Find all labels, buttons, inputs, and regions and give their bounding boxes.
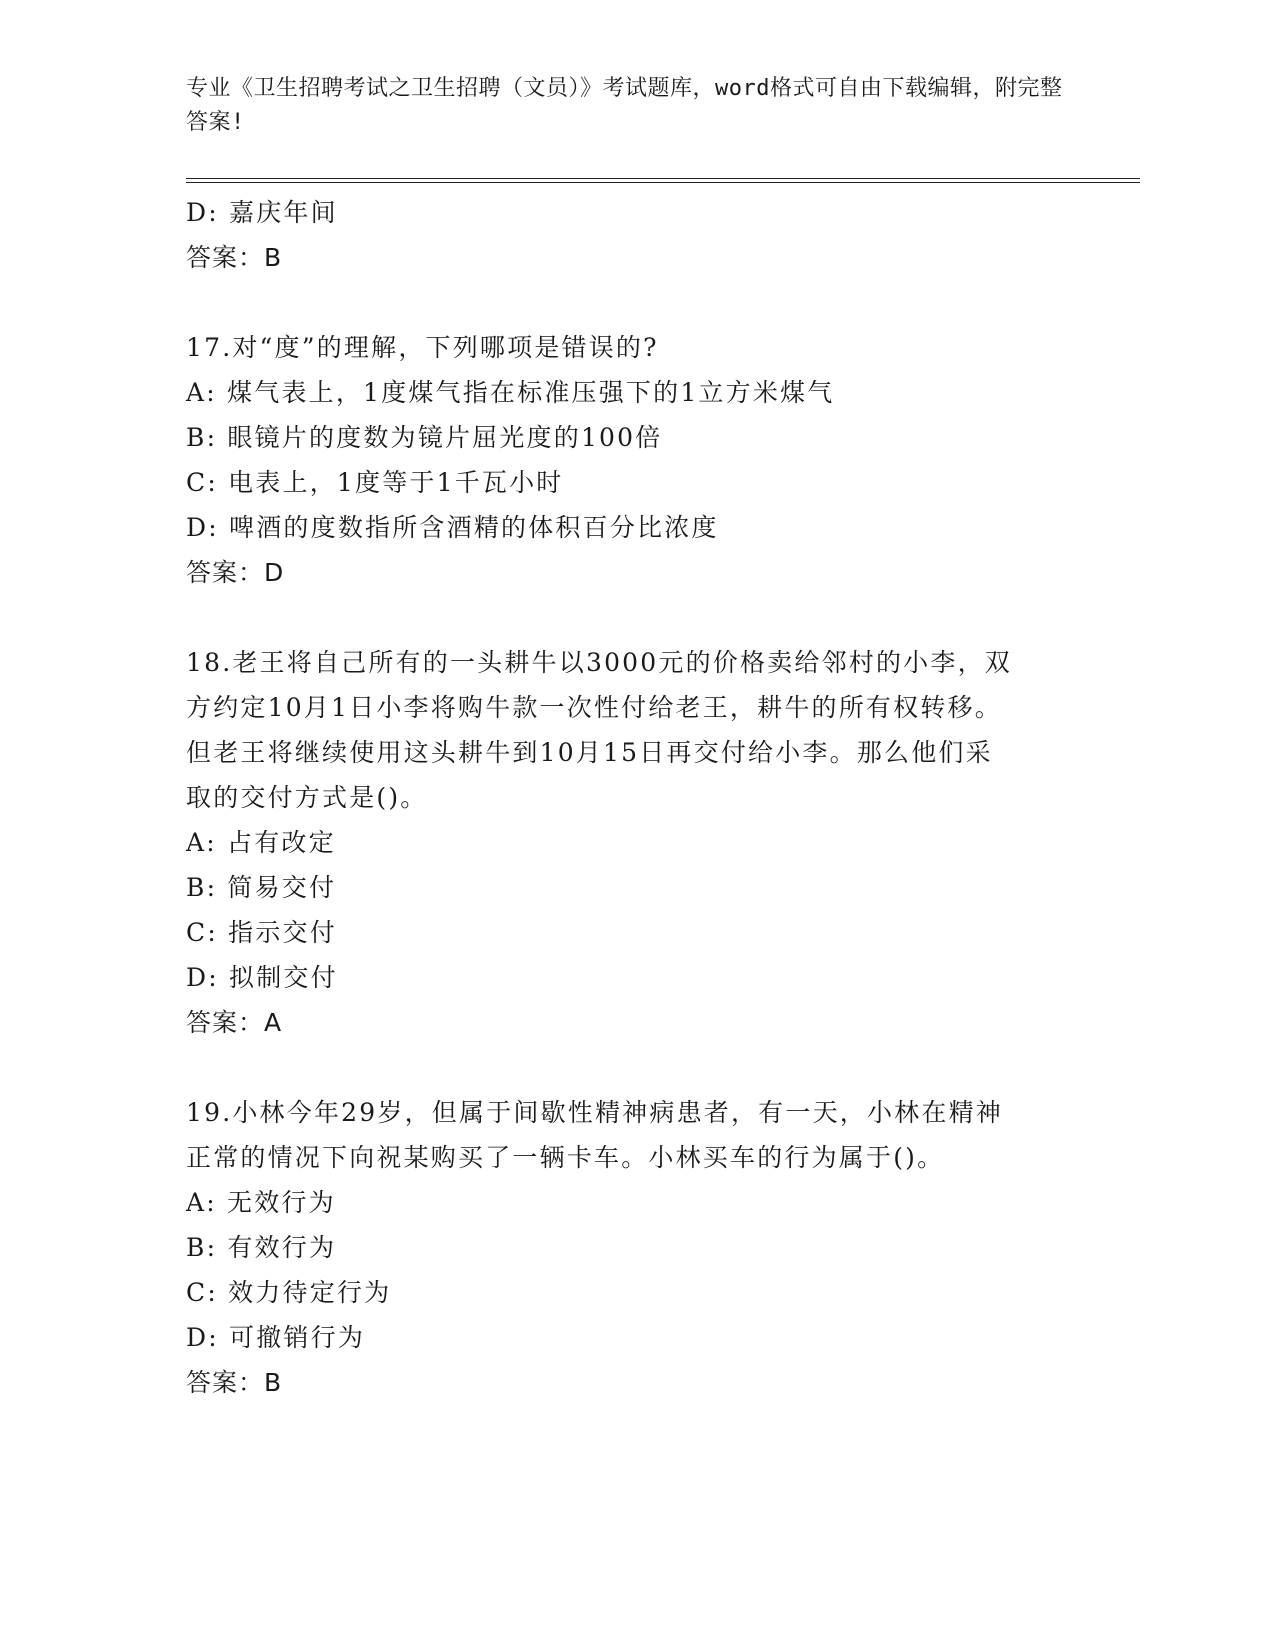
header-divider-bottom (186, 182, 1140, 183)
option-b: B: 简易交付 (186, 873, 337, 902)
option-d: D: 可撤销行为 (186, 1323, 366, 1352)
header-divider-top (186, 178, 1140, 179)
question-stem-line: 18.老王将自己所有的一头耕牛以3000元的价格卖给邻村的小李，双 (186, 648, 1012, 677)
answer: 答案：A (186, 1008, 283, 1037)
option-c: C: 效力待定行为 (186, 1278, 392, 1307)
answer: 答案：B (186, 243, 283, 272)
option-a: A: 煤气表上，1度煤气指在标准压强下的1立方米煤气 (186, 378, 835, 407)
spacer (186, 595, 1066, 640)
option-b: B: 有效行为 (186, 1233, 337, 1262)
page-header: 专业《卫生招聘考试之卫生招聘（文员）》考试题库，word格式可自由下载编辑，附完整答案! (186, 76, 1063, 135)
question-18 (186, 640, 1066, 1045)
question-stem-line: 方约定10月1日小李将购牛款一次性付给老王，耕牛的所有权转移。 (186, 693, 1002, 722)
answer: 答案：D (186, 558, 285, 587)
spacer (186, 1045, 1066, 1090)
question-stem-line: 取的交付方式是()。 (186, 783, 428, 812)
option-d: D: 啤酒的度数指所含酒精的体积百分比浓度 (186, 513, 719, 542)
option-c: C: 电表上，1度等于1千瓦小时 (186, 468, 564, 497)
answer: 答案：B (186, 1368, 283, 1397)
option-a: A: 无效行为 (186, 1188, 336, 1217)
question-stem: 17.对“度”的理解，下列哪项是错误的? (186, 333, 659, 362)
question-19 (186, 1090, 1066, 1405)
question-stem-line: 但老王将继续使用这头耕牛到10月15日再交付给小李。那么他们采 (186, 738, 993, 767)
option-d: D: 嘉庆年间 (186, 198, 338, 227)
option-c: C: 指示交付 (186, 918, 337, 947)
question-17 (186, 325, 1066, 595)
question-stem-line: 正常的情况下向祝某购买了一辆卡车。小林买车的行为属于()。 (186, 1143, 945, 1172)
option-d: D: 拟制交付 (186, 963, 338, 992)
question-content (186, 190, 1066, 1405)
question-stem-line: 19.小林今年29岁，但属于间歇性精神病患者，有一天，小林在精神 (186, 1098, 1003, 1127)
option-a: A: 占有改定 (186, 828, 336, 857)
spacer (186, 280, 1066, 325)
option-b: B: 眼镜片的度数为镜片屈光度的100倍 (186, 423, 663, 452)
